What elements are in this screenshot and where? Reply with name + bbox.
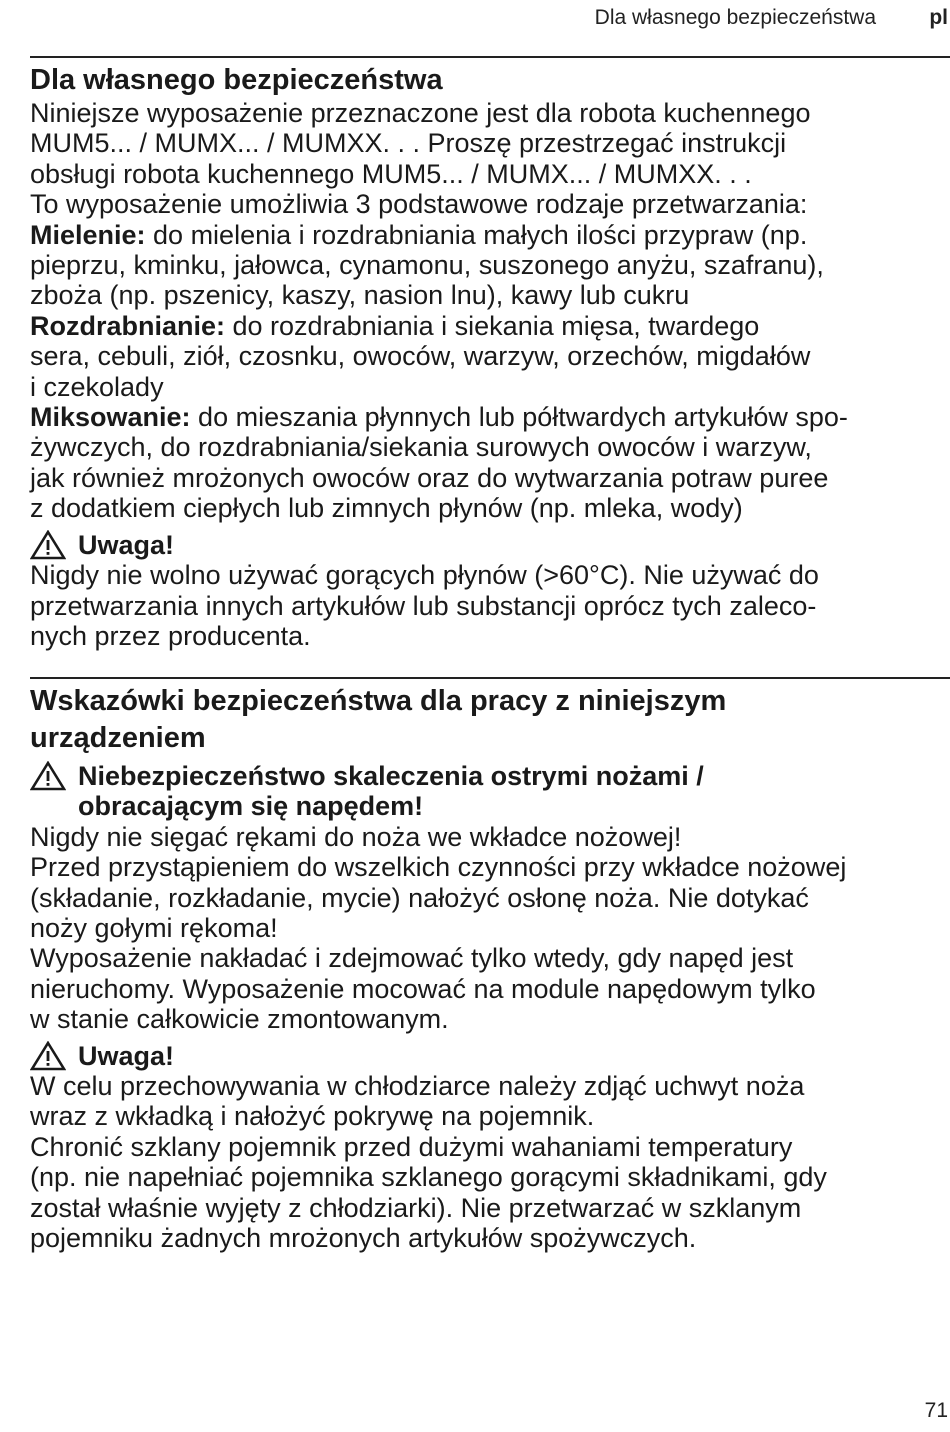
warning-triangle-icon: [30, 1041, 66, 1071]
intro-line: Niniejsze wyposażenie przeznaczone jest dla robota kuchennego: [30, 98, 811, 128]
caution-line: wraz z wkładką i nałożyć pokrywę na pojemnik.: [30, 1101, 595, 1132]
running-header-title: Dla własnego bezpieczeństwa: [594, 6, 876, 29]
mode-mixing: [30, 402, 948, 432]
danger-line: w stanie całkowicie zmontowanym.: [30, 1004, 449, 1035]
mode-grinding: [30, 220, 948, 250]
caution-line: pojemniku żadnych mrożonych artykułów spożywczych.: [30, 1223, 697, 1254]
caution-line: nych przez producenta.: [30, 620, 311, 651]
danger-title-line: Niebezpieczeństwo skaleczenia ostrymi nożami /: [78, 761, 704, 791]
mode-term: Miksowanie:: [30, 402, 191, 433]
mode-line: pieprzu, kminku, jałowca, cynamonu, suszonego anyżu, szafranu),: [30, 250, 824, 281]
mode-term: Rozdrabnianie:: [30, 310, 226, 341]
danger-heading: [30, 761, 948, 822]
mode-chopping: [30, 311, 948, 341]
intro-line: To wyposażenie umożliwia 3 podstawowe rodzaje przetwarzania:: [30, 189, 808, 220]
danger-line: Wyposażenie nakładać i zdejmować tylko wtedy, gdy napęd jest: [30, 943, 794, 974]
mode-term: Mielenie:: [30, 219, 146, 250]
caution-line: Chronić szklany pojemnik przed dużymi wahaniami temperatury: [30, 1131, 793, 1162]
page-number: 71: [924, 1399, 948, 1422]
mode-text: do mieszania płynnych lub półtwardych artykułów spo-: [190, 402, 848, 433]
mode-text: do rozdrabniania i siekania mięsa, twardego: [225, 310, 760, 341]
warning-triangle-icon: [30, 530, 66, 560]
danger-title: [78, 761, 948, 822]
section-divider: [30, 56, 950, 58]
caution-line: Nigdy nie wolno używać gorących płynów (>60°C). Nie używać do: [30, 560, 819, 591]
caution-line: przetwarzania innych artykułów lub substancji oprócz tych zaleco-: [30, 590, 817, 621]
mode-line: jak również mrożonych owoców oraz do wytwarzania potraw puree: [30, 462, 829, 493]
language-code: pl: [929, 6, 948, 29]
mode-line: z dodatkiem ciepłych lub zimnych płynów (np. mleka, wody): [30, 493, 743, 524]
danger-title-line: obracającym się napędem!: [78, 791, 424, 822]
danger-line: nieruchomy. Wyposażenie mocować na module napędowym tylko: [30, 973, 816, 1004]
mode-line: żywczych, do rozdrabniania/siekania surowych owoców i warzyw,: [30, 432, 812, 463]
caution-title: Uwaga!: [78, 1040, 175, 1071]
section-heading-line: Wskazówki bezpieczeństwa dla pracy z niniejszym: [30, 685, 727, 717]
caution-line: (np. nie napełniać pojemnika szklanego gorącymi składnikami, gdy: [30, 1162, 827, 1193]
caution-line: został właśnie wyjęty z chłodziarki). Nie przetwarzać w szklanym: [30, 1192, 802, 1223]
intro-line: MUM5... / MUMX... / MUMXX. . . Proszę przestrzegać instrukcji: [30, 128, 787, 159]
caution-heading: [30, 1041, 948, 1071]
warning-triangle-icon: [30, 761, 66, 791]
section-heading: Dla własnego bezpieczeństwa: [30, 64, 443, 96]
caution-title: Uwaga!: [78, 529, 175, 560]
section-heading: [30, 683, 948, 757]
danger-line: noży gołymi rękoma!: [30, 913, 278, 944]
danger-line: (składanie, rozkładanie, mycie) nałożyć osłonę noża. Nie dotykać: [30, 882, 809, 913]
danger-line: Przed przystąpieniem do wszelkich czynności przy wkładce nożowej: [30, 852, 847, 883]
caution-line: W celu przechowywania w chłodziarce należy zdjąć uchwyt noża: [30, 1071, 805, 1102]
section-own-safety: [30, 62, 948, 651]
section-safety-instructions: [30, 683, 948, 1254]
section-heading-line: urządzeniem: [30, 722, 206, 754]
caution-heading: [30, 530, 948, 560]
danger-line: Nigdy nie sięgać rękami do noża we wkładce nożowej!: [30, 821, 682, 852]
mode-line: i czekolady: [30, 371, 164, 402]
mode-text: do mielenia i rozdrabniania małych ilości przypraw (np.: [145, 219, 808, 250]
page-header: [0, 4, 950, 34]
intro-line: obsługi robota kuchennego MUM5... / MUMX... / MUMXX. . .: [30, 158, 752, 189]
mode-line: sera, cebuli, ziół, czosnku, owoców, warzyw, orzechów, migdałów: [30, 341, 811, 372]
mode-line: zboża (np. pszenicy, kaszy, nasion lnu), kawy lub cukru: [30, 280, 690, 311]
section-divider: [30, 677, 950, 679]
